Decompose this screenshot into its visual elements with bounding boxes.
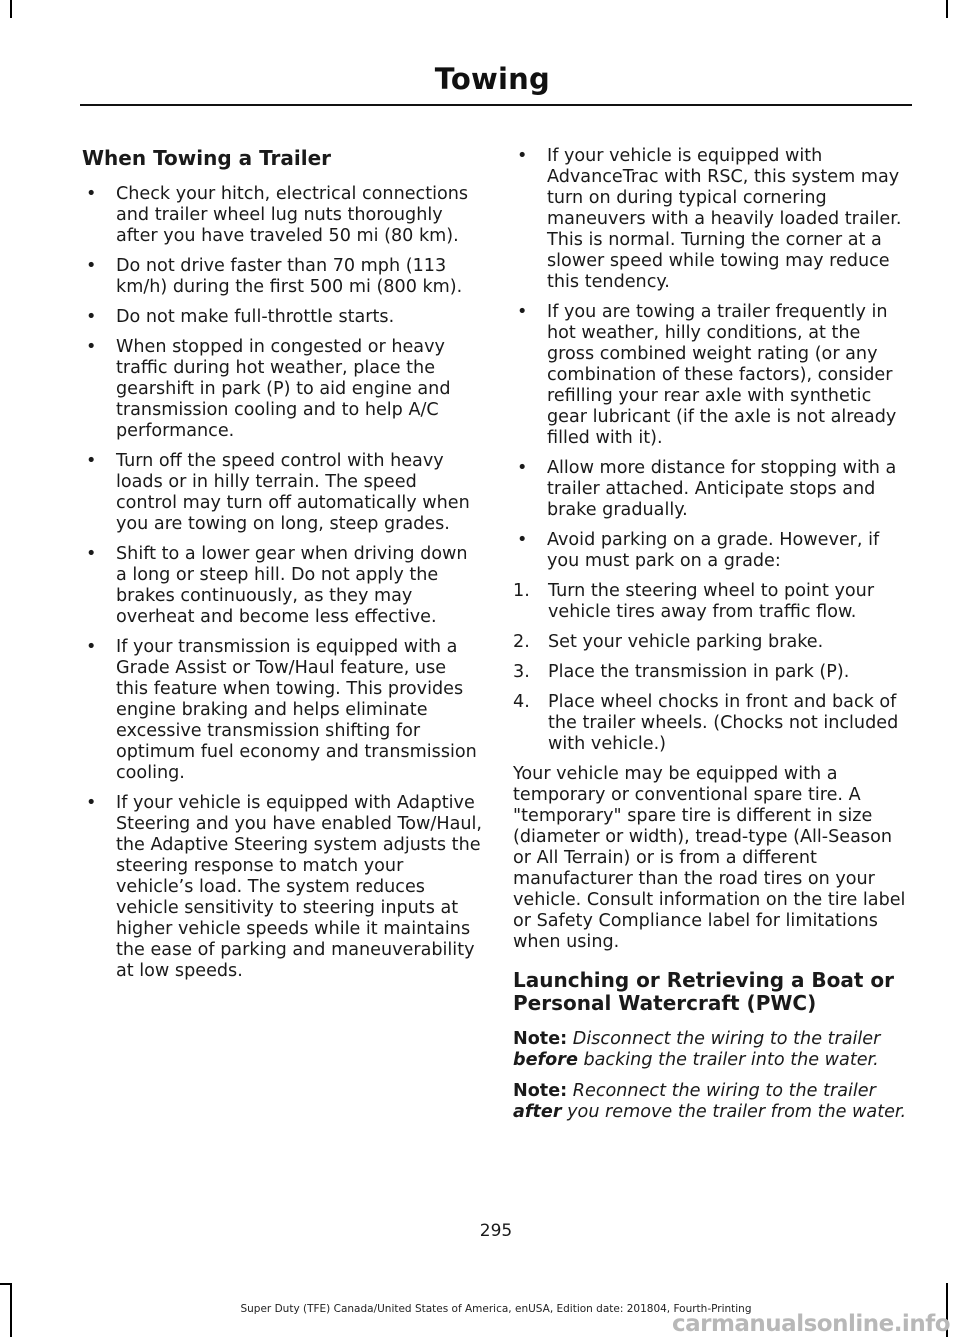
note-text-pre: Reconnect the wiring to the trailer <box>572 1081 876 1101</box>
note-text-post: backing the trailer into the water. <box>583 1050 879 1070</box>
step-text: Place wheel chocks in front and back of the trailer wheels. (Chocks not included with vehicle.) <box>548 692 899 754</box>
note-reconnect <box>513 1081 913 1123</box>
step-item <box>513 632 913 653</box>
parking-steps-list <box>513 581 913 755</box>
step-item <box>513 581 913 623</box>
crop-mark-top-right-vertical <box>946 0 948 18</box>
left-column <box>82 146 482 991</box>
page-number: 295 <box>479 1221 513 1241</box>
step-number: 1. <box>513 581 530 601</box>
spare-tire-paragraph: Your vehicle may be equipped with a temporary or conventional spare tire. A "temporary" spare tire is different in size (diameter or width), tread-type (All-Season or All Terrain) or is from a different manufacturer than the road tires on your vehicle. Consult information on the tire label or Safety Compliance label for limitations when using. <box>513 764 906 952</box>
list-item: • Shift to a lower gear when driving down a long or steep hill. Do not apply the brakes continuously, as they may overheat and become less effective. <box>82 544 482 628</box>
step-item <box>513 692 913 755</box>
list-item: • Check your hitch, electrical connections and trailer wheel lug nuts thoroughly after you have traveled 50 mi (80 km). <box>82 184 482 247</box>
step-number: 2. <box>513 632 530 652</box>
crop-mark-top-left-vertical <box>10 0 12 18</box>
note-emphasis: before <box>513 1050 578 1070</box>
watermark: carmanualsonline.info <box>671 1311 950 1337</box>
list-item: • If your transmission is equipped with a Grade Assist or Tow/Haul feature, use this feature when towing. This provides engine braking and helps eliminate excessive transmission shifting for optimum fuel economy and transmission cooling. <box>82 637 482 784</box>
step-text: Turn the steering wheel to point your vehicle tires away from traffic flow. <box>548 581 875 622</box>
towing-tips-list-continued <box>513 146 913 572</box>
towing-tips-list <box>82 184 482 982</box>
note-label: Note: <box>513 1081 568 1101</box>
note-emphasis: after <box>513 1102 562 1122</box>
footer-edition-info: Super Duty (TFE) Canada/United States of America, enUSA, Edition date: 201804, Fourth-Printing <box>240 1303 752 1315</box>
section-heading-towing: When Towing a Trailer <box>82 146 332 170</box>
step-number: 4. <box>513 692 530 712</box>
list-item: • Do not drive faster than 70 mph (113 km/h) during the first 500 mi (800 km). <box>82 256 482 298</box>
list-item: • When stopped in congested or heavy traffic during hot weather, place the gearshift in park (P) to aid engine and transmission cooling and to help A/C performance. <box>82 337 482 442</box>
crop-mark-bottom-left-horizontal <box>0 1283 12 1285</box>
page-title: Towing <box>434 62 550 96</box>
note-text-pre: Disconnect the wiring to the trailer <box>572 1029 881 1049</box>
step-text: Set your vehicle parking brake. <box>548 632 824 652</box>
list-item: • If your vehicle is equipped with AdvanceTrac with RSC, this system may turn on during typical cornering maneuvers with a heavily loaded trailer. This is normal. Turning the corner at a slower speed while towing may reduce this tendency. <box>513 146 913 293</box>
step-number: 3. <box>513 662 530 682</box>
note-text-post: you remove the trailer from the water. <box>567 1102 907 1122</box>
list-item: • If your vehicle is equipped with Adaptive Steering and you have enabled Tow/Haul, the Adaptive Steering system adjusts the steering response to match your vehicle’s load. The system reduces vehicle sensitivity to steering inputs at higher vehicle speeds while it maintains the ease of parking and maneuverability at low speeds. <box>82 793 482 982</box>
section-heading-boat: Launching or Retrieving a Boat or Personal Watercraft (PWC) <box>513 968 895 1015</box>
list-item: • Allow more distance for stopping with a trailer attached. Anticipate stops and brake gradually. <box>513 458 913 521</box>
step-item <box>513 662 913 683</box>
header-divider <box>80 104 912 106</box>
list-item: • Turn off the speed control with heavy loads or in hilly terrain. The speed control may turn off automatically when you are towing on long, steep grades. <box>82 451 482 535</box>
note-label: Note: <box>513 1029 568 1049</box>
note-disconnect <box>513 1029 913 1071</box>
list-item: • If you are towing a trailer frequently in hot weather, hilly conditions, at the gross combined weight rating (or any combination of these factors), consider refilling your rear axle with synthetic gear lubricant (if the axle is not already filled with it). <box>513 302 913 449</box>
step-text: Place the transmission in park (P). <box>548 662 850 682</box>
list-item: • Do not make full-throttle starts. <box>82 307 482 328</box>
list-item: • Avoid parking on a grade. However, if you must park on a grade: <box>513 530 913 572</box>
right-column <box>513 146 913 1133</box>
